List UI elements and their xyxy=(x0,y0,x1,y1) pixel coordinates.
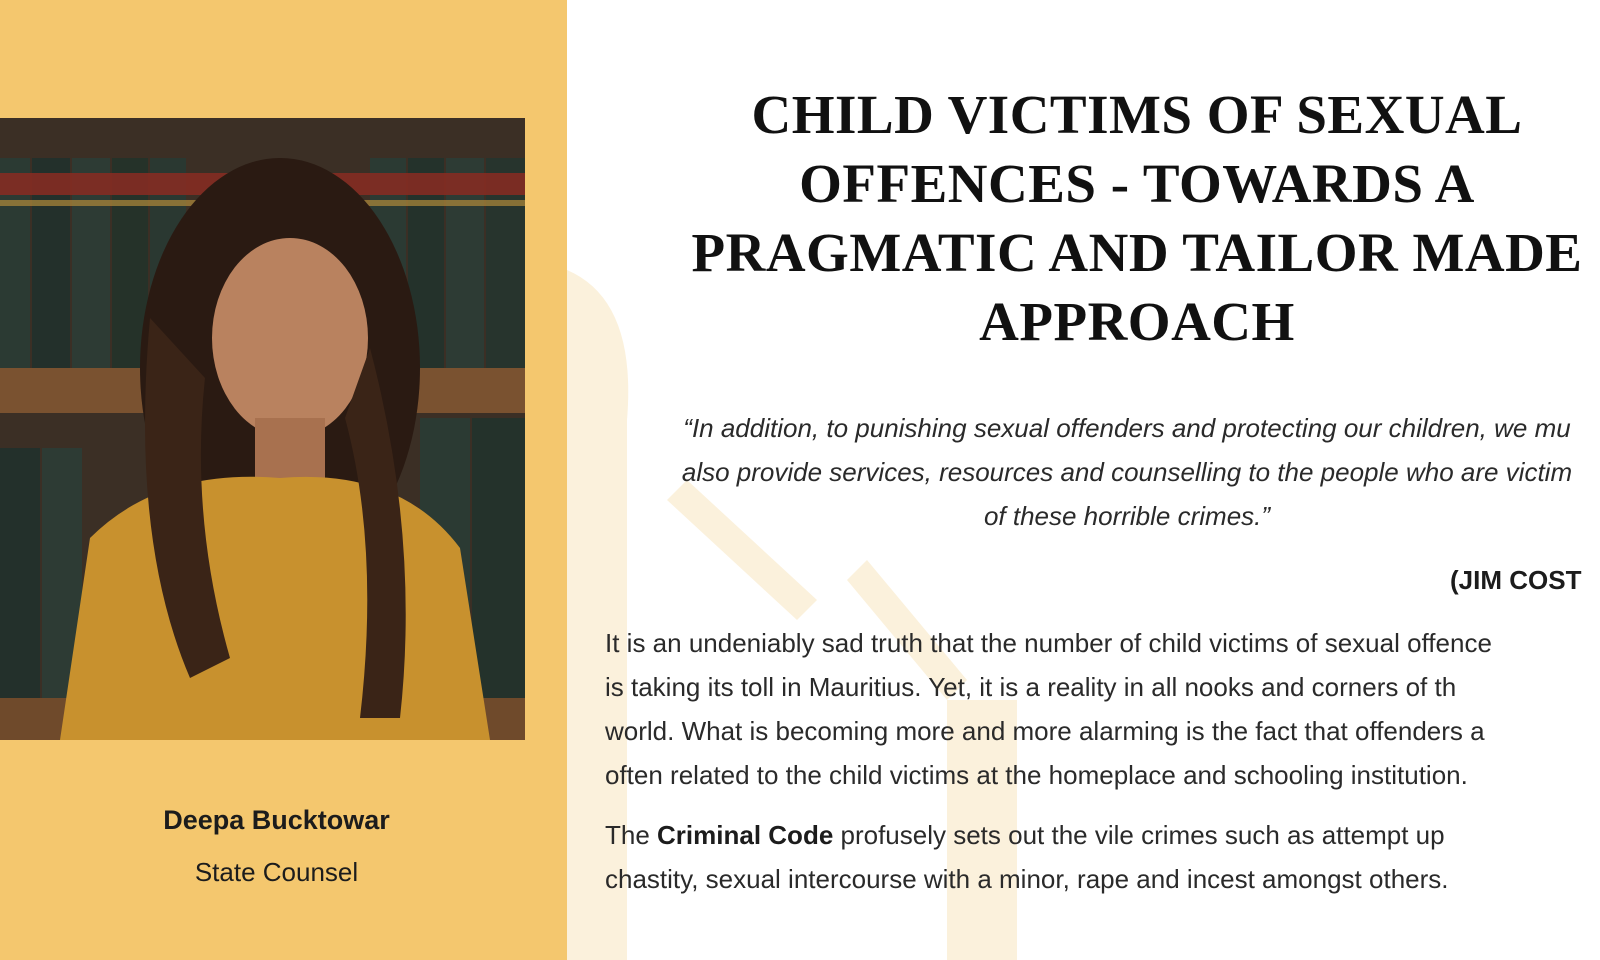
quote-line-1: “In addition, to punishing sexual offenders and protecting our children, we mu xyxy=(683,413,1571,443)
pull-quote xyxy=(607,406,1600,538)
quote-line-3: of these horrible crimes.” xyxy=(983,501,1271,531)
paragraph-1-line-3: world. What is becoming more and more alarming is the fact that offenders a xyxy=(605,716,1485,746)
article-title xyxy=(567,80,1600,356)
quote-attribution: (JIM COST xyxy=(1450,565,1582,595)
criminal-code-term: Criminal Code xyxy=(657,820,834,850)
author-name: Deepa Bucktowar xyxy=(163,805,390,835)
quote-line-2: also provide services, resources and counselling to the people who are victim xyxy=(681,457,1573,487)
paragraph-2-line-2: chastity, sexual intercourse with a minor, rape and incest amongst others. xyxy=(605,864,1449,894)
title-line-2: OFFENCES - TOWARDS A xyxy=(799,153,1475,214)
author-photo xyxy=(0,118,525,740)
paragraph-1-line-2: is taking its toll in Mauritius. Yet, it is a reality in all nooks and corners of th xyxy=(605,672,1457,702)
title-line-3: PRAGMATIC AND TAILOR MADE xyxy=(691,222,1583,283)
paragraph-2 xyxy=(605,813,1600,901)
paragraph-2-line-1-rest: profusely sets out the vile crimes such as attempt up xyxy=(833,820,1445,850)
title-line-1: CHILD VICTIMS OF SEXUAL xyxy=(751,84,1523,145)
paragraph-1 xyxy=(605,621,1600,797)
article xyxy=(567,0,1600,960)
paragraph-2-line-1 xyxy=(605,813,1600,857)
paragraph-1-line-4: often related to the child victims at the homeplace and schooling institution. xyxy=(605,760,1468,790)
author-role: State Counsel xyxy=(194,857,359,887)
paragraph-1-line-1: It is an undeniably sad truth that the number of child victims of sexual offence xyxy=(605,628,1492,658)
author-sidebar xyxy=(0,0,567,960)
paragraph-2-prefix: The xyxy=(605,820,658,850)
title-line-4: APPROACH xyxy=(979,291,1295,352)
